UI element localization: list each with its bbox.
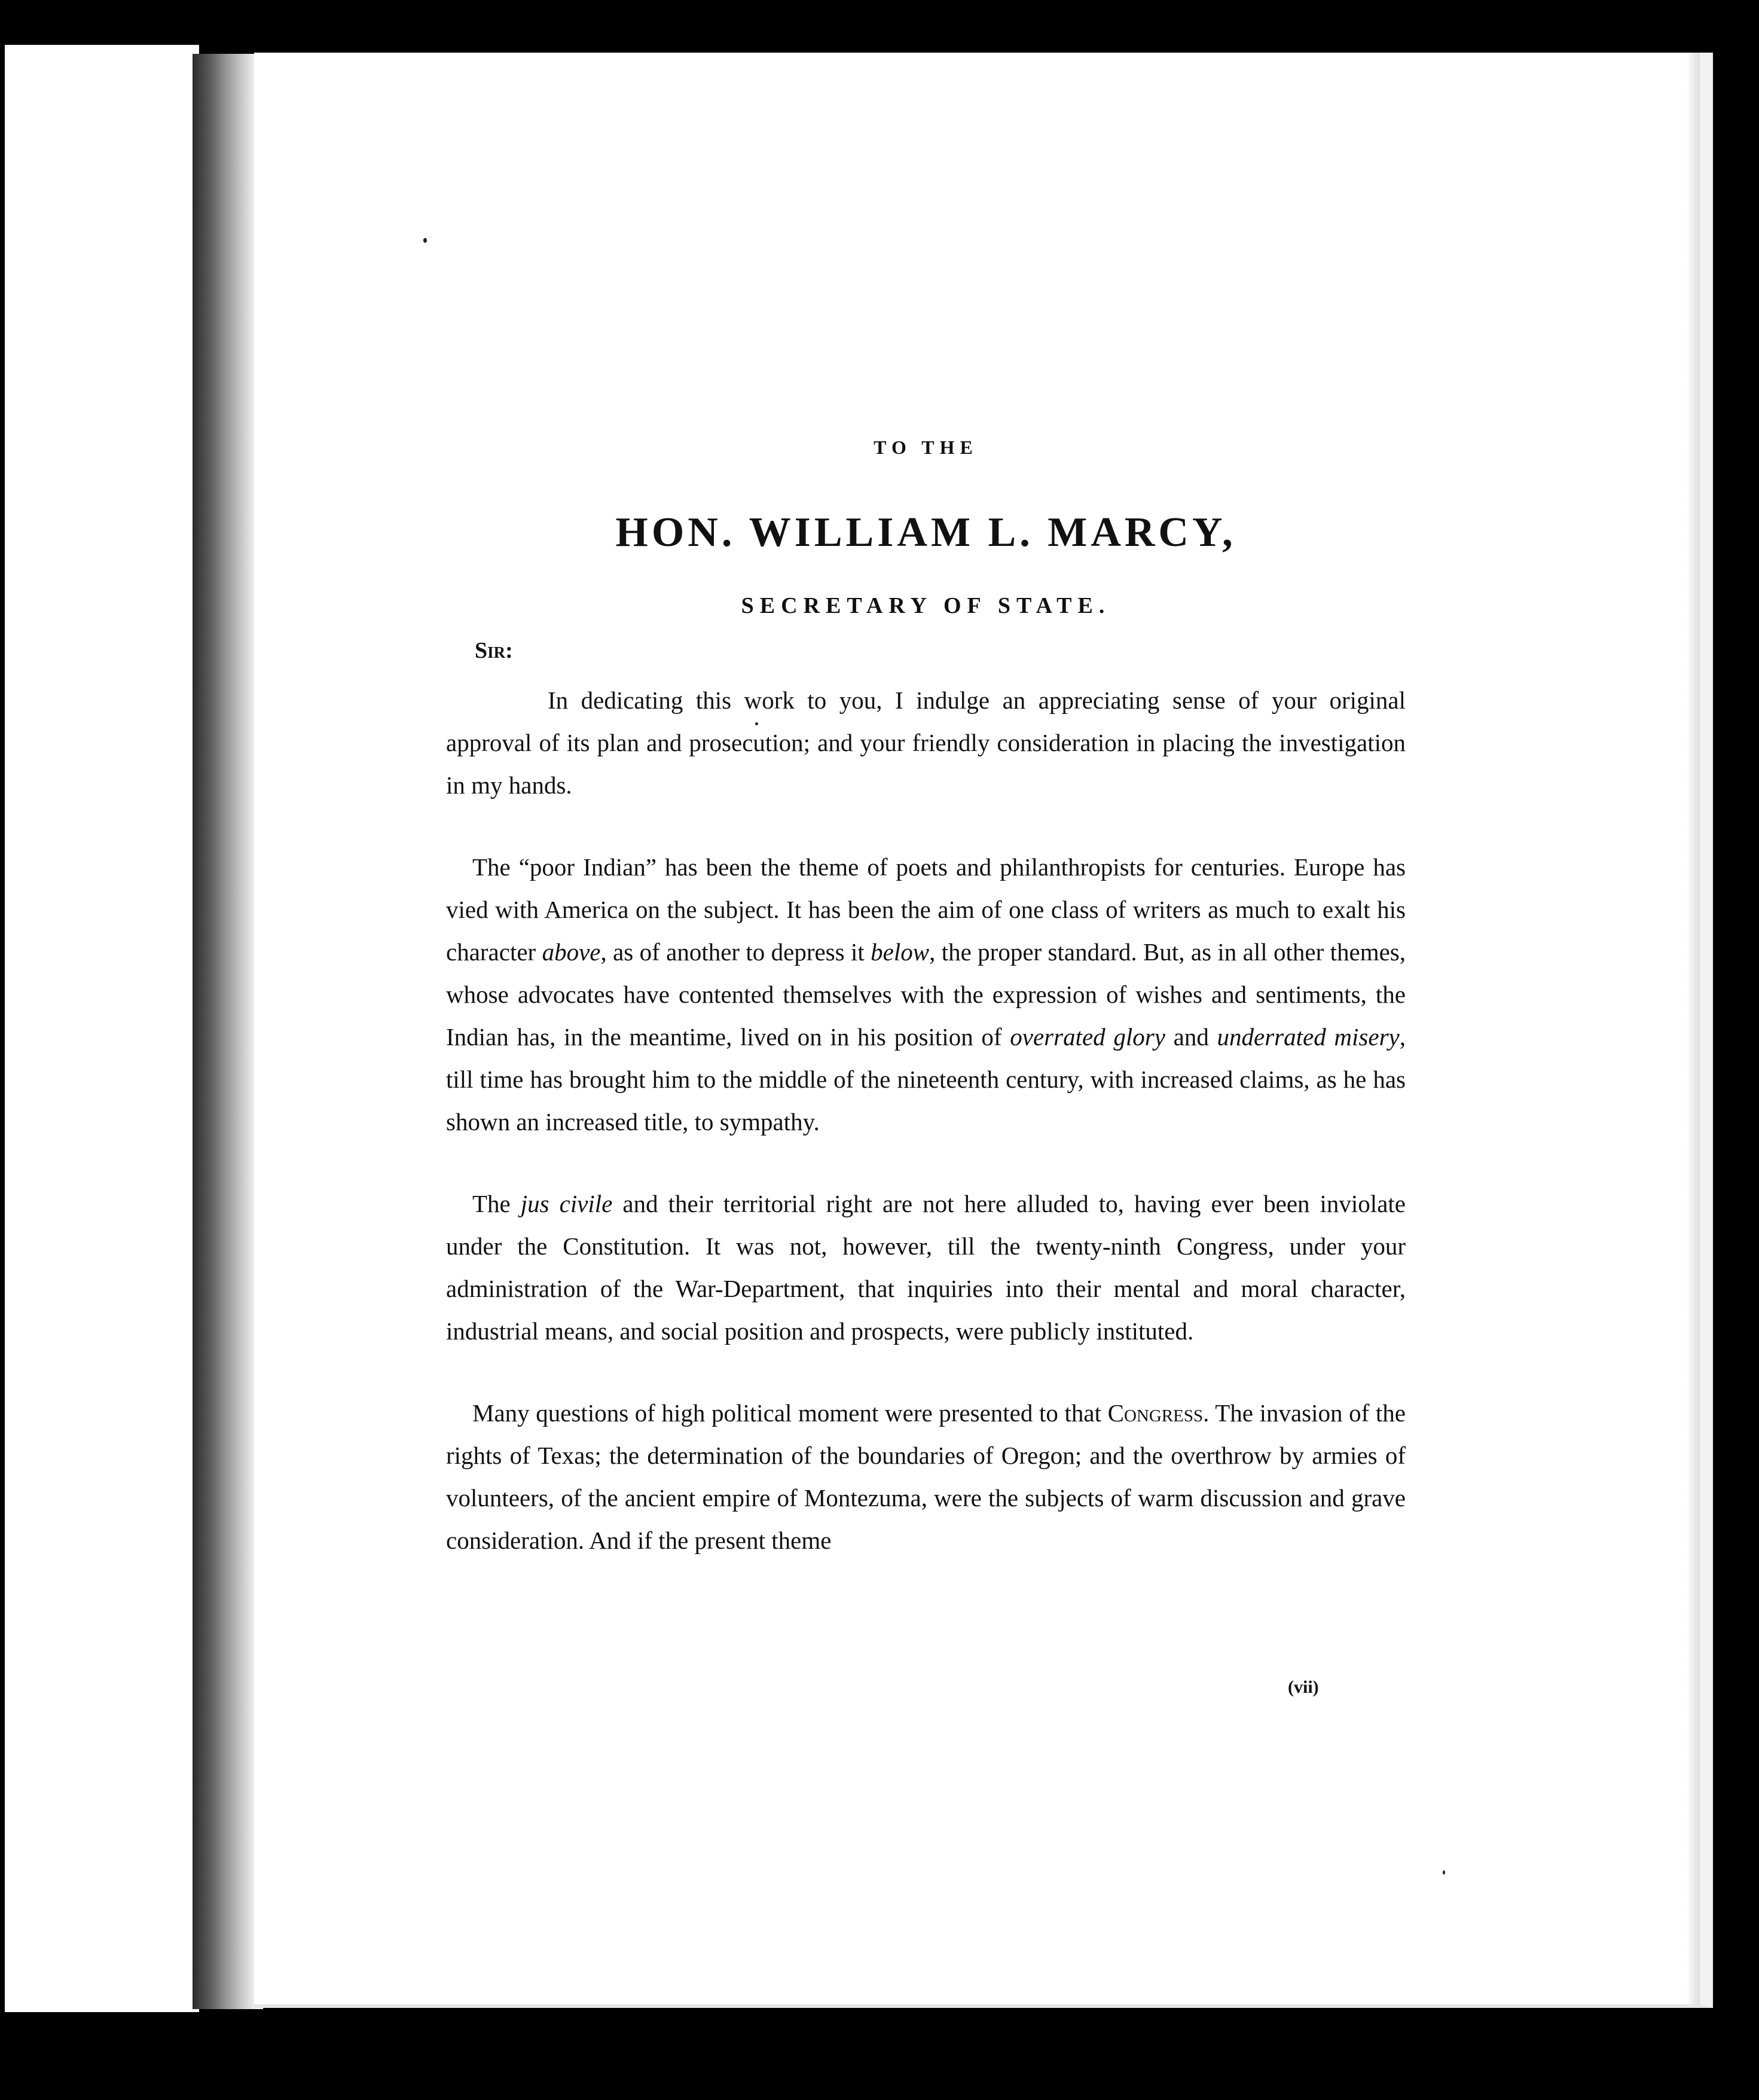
dedication-prefix: TO THE: [874, 437, 978, 458]
paragraph-4-text: . The invasion of the rights of Texas; the determination of the boundaries of Oregon; and the overthrow by armies of volunteers, of the ancient empire of Montezuma, were the subjects of warm discussion and grave consideration. And if the present theme: [446, 1399, 1406, 1554]
paragraph-2-text: and: [1165, 1023, 1217, 1051]
paragraph-4-text: Many questions of high political moment were presented to that: [472, 1399, 1108, 1427]
paragraph-2-text: , as of another to depress it: [600, 938, 871, 966]
paragraph-4-smallcaps: Congress: [1107, 1399, 1204, 1427]
paragraph-2-italic: underrated misery: [1217, 1023, 1400, 1051]
paragraph-2-text: , till time has brought him to the middle of the nineteenth century, with increased claims, as he has shown an increased title, to sympathy.: [446, 1023, 1406, 1136]
paragraph-3-italic: jus civile: [520, 1190, 613, 1217]
paragraph-3: [446, 1183, 1406, 1353]
paragraph-4: [446, 1392, 1406, 1562]
paragraph-2-italic: below: [871, 938, 930, 966]
ink-speck: [1443, 1870, 1445, 1875]
salutation: Sir:: [475, 638, 513, 663]
binding-gutter-shadow: [193, 54, 263, 2009]
paragraph-2-text: , the proper standard. But, as in all other themes, whose advocates have contented themselves with the expression of wishes and sentiments, the Indian has, in the meantime, lived on in his position of: [446, 938, 1406, 1051]
paragraph-2-text: The “poor Indian” has been the theme of poets and philanthropists for centuries. Europe has vied with America on the subject. It has been the aim of one class of writers as much to exalt his character: [446, 853, 1406, 966]
dedication-addressee: HON. WILLIAM L. MARCY,: [615, 509, 1236, 555]
page-edge-shadow: [1687, 53, 1700, 2004]
dedication-office: SECRETARY OF STATE.: [741, 593, 1111, 618]
paragraph-2: [446, 846, 1406, 1143]
paragraph-3-text: The: [472, 1190, 521, 1217]
page-number: (vii): [1288, 1677, 1319, 1697]
dedication-text: [446, 419, 1406, 1562]
paragraph-1: In dedicating this work to you, I indulge an appreciating sense of your original approval of its plan and prosecution; and your friendly consideration in placing the investigation in my hands.: [446, 686, 1406, 799]
ink-speck: [423, 238, 427, 243]
paragraph-3-text: and their territorial right are not here alluded to, having ever been inviolate under the Constitution. It was not, however, till the twenty-ninth Congress, under your administration of the War-Department, that inquiries into their mental and moral character, industrial means, and social position and prospects, were publicly instituted.: [446, 1190, 1406, 1345]
paragraph-2-italic: overrated glory: [1010, 1023, 1165, 1051]
facing-page-edge: [5, 45, 199, 2012]
paragraph-2-italic: above: [542, 938, 601, 966]
